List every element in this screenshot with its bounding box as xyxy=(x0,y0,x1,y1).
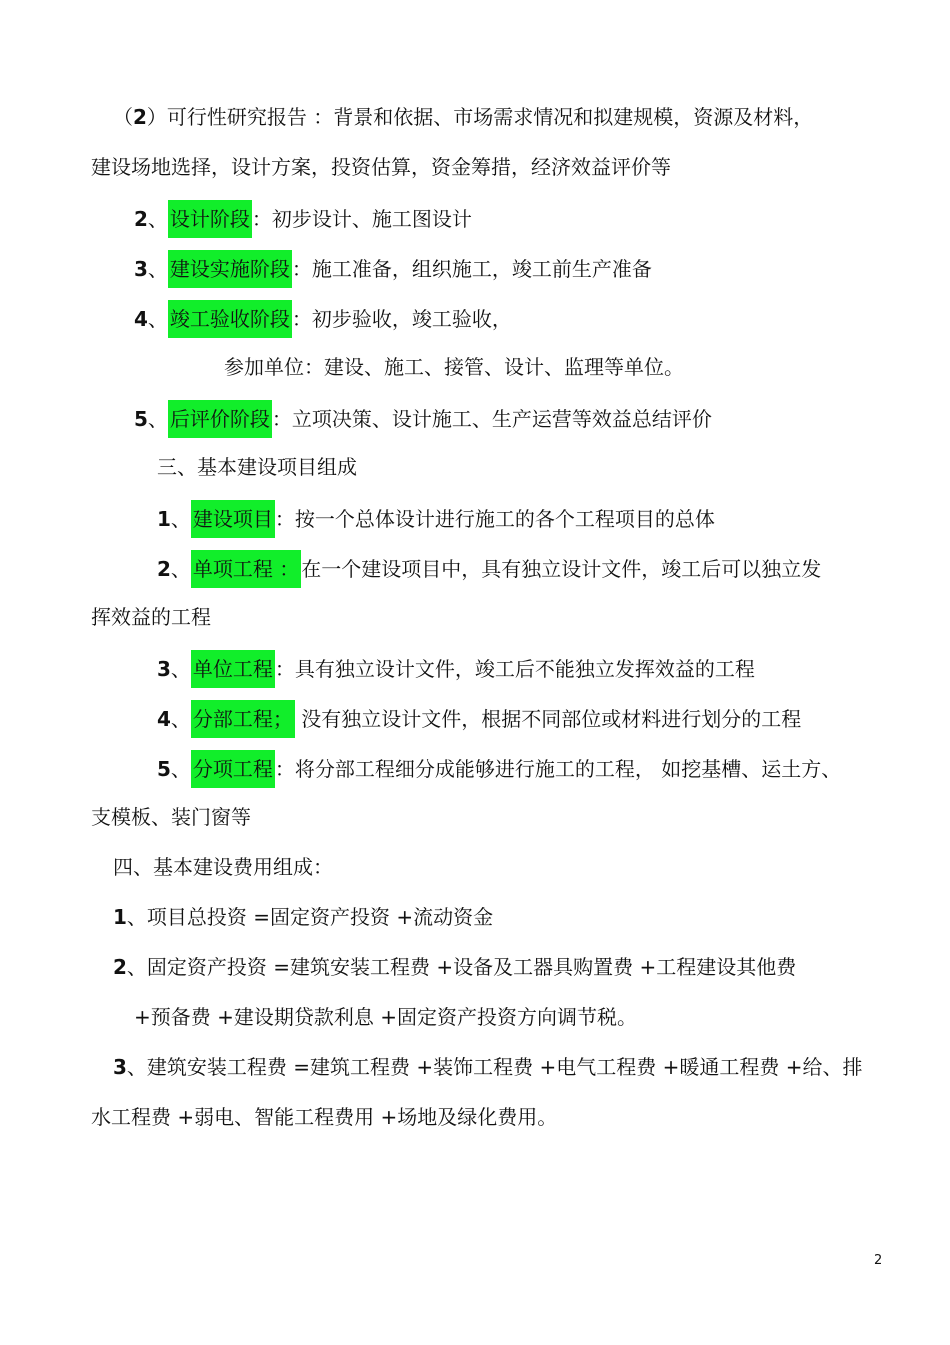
line-construction-project: 1、 建设项目 ：按一个总体设计进行施工的各个工程项目的总体 xyxy=(157,500,715,538)
item-number: 4 xyxy=(134,307,148,331)
highlight: 单项工程 ： xyxy=(191,550,301,588)
section-heading-4: 四、基本建设费用组成： xyxy=(113,855,333,879)
highlight: 后评价阶段 xyxy=(168,400,272,438)
line-feasibility-report-cont: 建设场地选择，设计方案，投资估算，资金筹措，经济效益评价等 xyxy=(91,155,671,179)
line-single-project-cont: 挥效益的工程 xyxy=(91,605,211,629)
highlight: 分部工程； xyxy=(191,700,295,738)
line-subitem-project: 5、 分项工程 ：将分部工程细分成能够进行施工的工程， 如挖基槽、运土方、 xyxy=(157,750,841,788)
line-design-stage: 2、 设计阶段 ：初步设计、施工图设计 xyxy=(134,200,472,238)
item-number: 3 xyxy=(113,1055,127,1079)
item-number: 2 xyxy=(157,557,171,581)
item-number: 1 xyxy=(157,507,171,531)
line-fixed-asset-investment-cont: +预备费 +建设期贷款利息 +固定资产投资方向调节税。 xyxy=(134,1005,637,1029)
line-total-investment: 1、项目总投资 =固定资产投资 +流动资金 xyxy=(113,905,494,929)
page-number: 2 xyxy=(874,1253,883,1268)
line-implementation-stage: 3、 建设实施阶段 ：施工准备，组织施工，竣工前生产准备 xyxy=(134,250,652,288)
line-unit-project: 3、 单位工程 ：具有独立设计文件，竣工后不能独立发挥效益的工程 xyxy=(157,650,755,688)
highlight: 建设实施阶段 xyxy=(168,250,292,288)
highlight: 竣工验收阶段 xyxy=(168,300,292,338)
section-heading-3: 三、基本建设项目组成 xyxy=(157,455,357,479)
line-participants: 参加单位：建设、施工、接管、设计、监理等单位。 xyxy=(224,355,684,379)
highlight: 建设项目 xyxy=(191,500,275,538)
item-number: 3 xyxy=(157,657,171,681)
line-post-evaluation-stage: 5、 后评价阶段 ：立项决策、设计施工、生产运营等效益总结评价 xyxy=(134,400,712,438)
highlight: 分项工程 xyxy=(191,750,275,788)
highlight: 设计阶段 xyxy=(168,200,252,238)
line-division-project: 4、 分部工程； 没有独立设计文件，根据不同部位或材料进行划分的工程 xyxy=(157,700,801,738)
highlight: 单位工程 xyxy=(191,650,275,688)
line-installation-cost: 3、建筑安装工程费 =建筑工程费 +装饰工程费 +电气工程费 +暖通工程费 +给、排 xyxy=(113,1055,863,1079)
item-number: 5 xyxy=(134,407,148,431)
item-number: 2 xyxy=(133,105,147,129)
item-number: 3 xyxy=(134,257,148,281)
line-acceptance-stage: 4、 竣工验收阶段 ：初步验收，竣工验收， xyxy=(134,300,512,338)
line-feasibility-report: （2）可行性研究报告 ：背景和依据、市场需求情况和拟建规模，资源及材料， xyxy=(113,105,814,129)
item-number: 4 xyxy=(157,707,171,731)
line-subitem-project-cont: 支模板、装门窗等 xyxy=(91,805,251,829)
item-number: 2 xyxy=(113,955,127,979)
line-single-project: 2、 单项工程 ： 在一个建设项目中，具有独立设计文件，竣工后可以独立发 xyxy=(157,550,821,588)
line-installation-cost-cont: 水工程费 +弱电、智能工程费用 +场地及绿化费用。 xyxy=(91,1105,558,1129)
item-number: 2 xyxy=(134,207,148,231)
item-number: 1 xyxy=(113,905,127,929)
line-fixed-asset-investment: 2、固定资产投资 =建筑安装工程费 +设备及工器具购置费 +工程建设其他费 xyxy=(113,955,797,979)
item-number: 5 xyxy=(157,757,171,781)
